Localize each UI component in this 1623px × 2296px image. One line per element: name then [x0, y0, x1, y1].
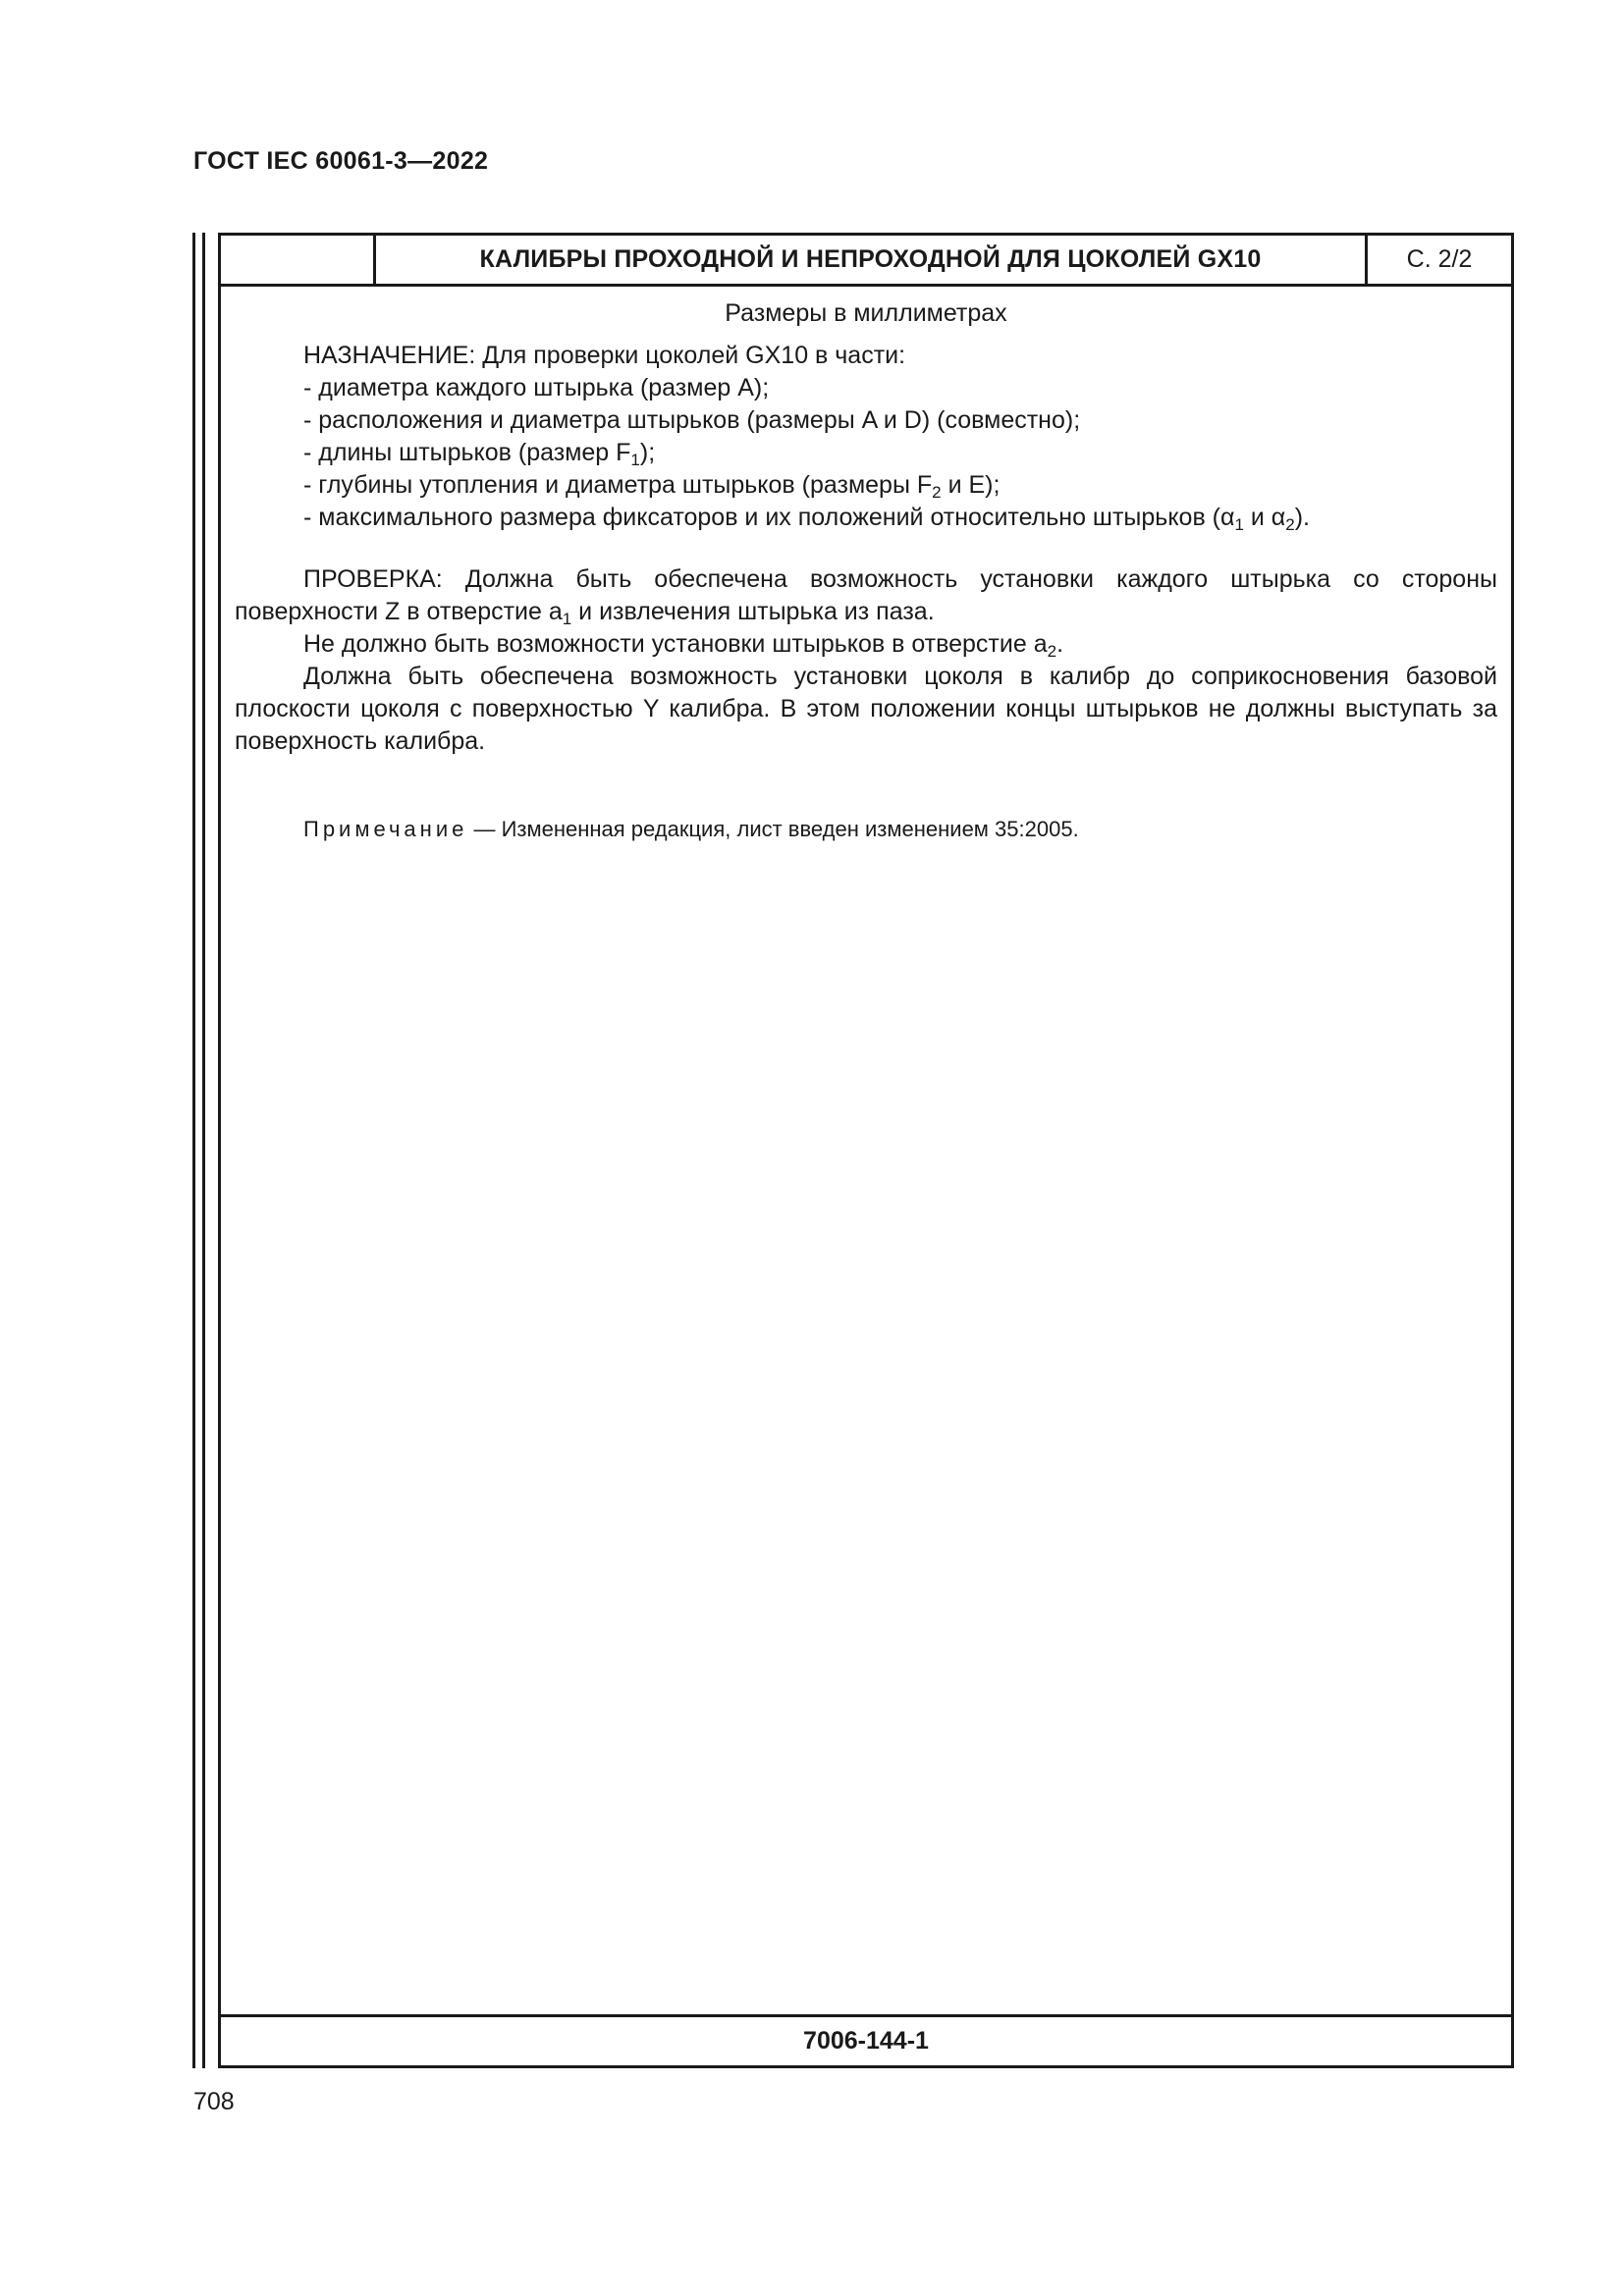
units-caption: Размеры в миллиметрах	[725, 299, 1007, 327]
check-paragraph: ПРОВЕРКА: Должна быть обеспечена возможность установки каждого штырька со стороны поверхности Z в отверстие $a_1$ и извлечения штырька из паза.	[235, 565, 1497, 628]
note-label: Примечание	[303, 817, 468, 841]
check-paragraph: Не должно быть возможности установки штырьков в отверстие $a_2$.	[303, 630, 1064, 661]
check-paragraph: Должна быть обеспечена возможность установки цоколя в калибр до соприкосновения базовой плоскости цоколя с поверхностью Y калибра. В этом положении концы штырьков не должны выступать за поверхность калибра.	[235, 663, 1497, 755]
purpose-intro: НАЗНАЧЕНИЕ: Для проверки цоколей GX10 в части:	[303, 342, 906, 369]
note-text: — Измененная редакция, лист введен изменением 35:2005.	[467, 817, 1079, 841]
purpose-item: - диаметра каждого штырька (размер A);	[303, 374, 770, 401]
purpose-item: - расположения и диаметра штырьков (размеры A и D) (совместно);	[303, 406, 1081, 434]
purpose-section	[235, 340, 1497, 534]
title-empty-cell	[221, 236, 376, 284]
check-section	[235, 563, 1497, 758]
sheet-frame	[218, 233, 1514, 2068]
sheet-content	[235, 287, 1497, 844]
sheet-number: 7006-144-1	[221, 2014, 1511, 2065]
sheet-title: КАЛИБРЫ ПРОХОДНОЙ И НЕПРОХОДНОЙ ДЛЯ ЦОКОЛЕЙ GX10	[376, 236, 1368, 284]
margin-rule-outer	[192, 233, 195, 2068]
margin-rule-inner	[202, 233, 205, 2068]
document-standard-header: ГОСТ IEC 60061-3—2022	[193, 147, 489, 175]
purpose-item: - максимального размера фиксаторов и их положений относительно штырьков ($\alpha_1$ и $\alpha_2$).	[303, 504, 1310, 534]
purpose-item: - глубины утопления и диаметра штырьков (размеры $F_2$ и E);	[303, 471, 1001, 502]
sheet-page-label: С. 2/2	[1406, 245, 1473, 273]
page-number: 708	[193, 2088, 235, 2115]
sheet-title-row	[221, 236, 1511, 287]
purpose-item: - длины штырьков (размер $F_1$);	[303, 439, 656, 469]
note	[235, 815, 1497, 844]
